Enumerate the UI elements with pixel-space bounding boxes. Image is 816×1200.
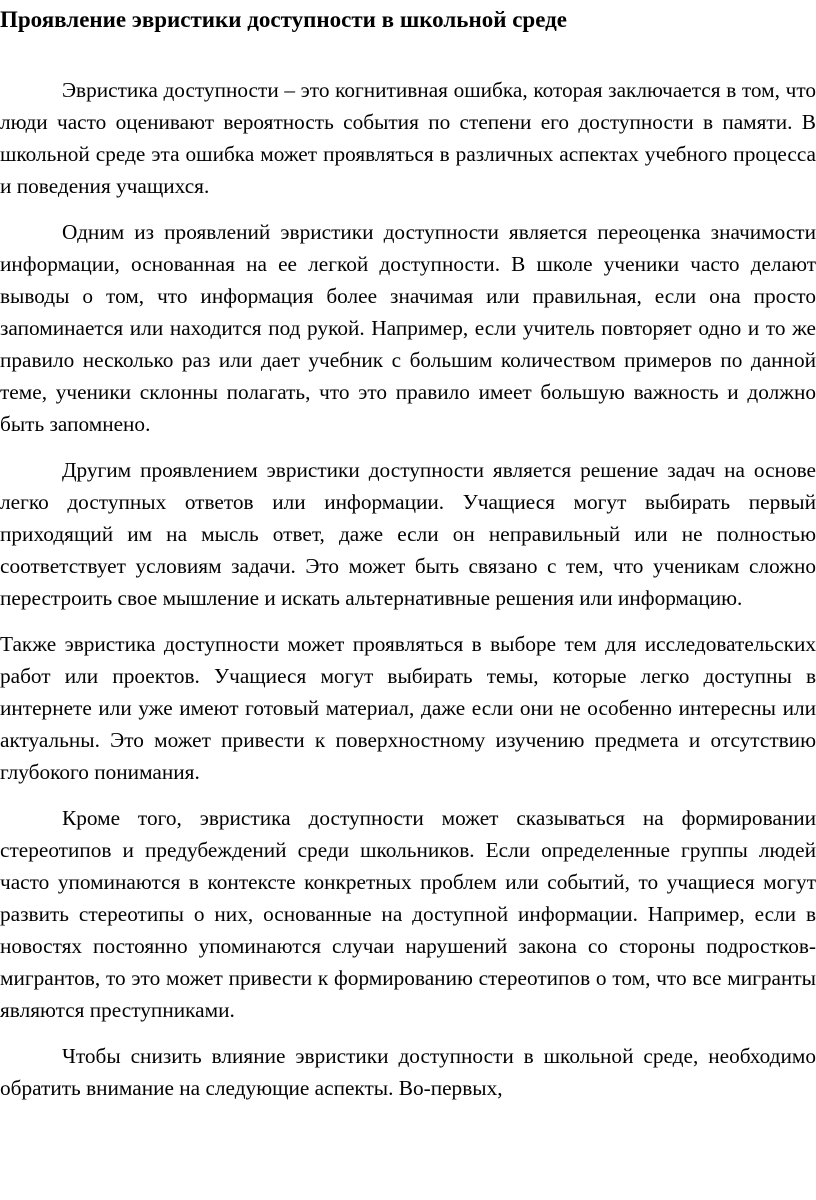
paragraph-definition: Эвристика доступности – это когнитивная ошибка, которая заключается в том, что люди часто оценивают вероятность события по степени его доступности в памяти. В школьной среде эта ошибка может проявляться в различных аспектах учебного процесса и поведения учащихся. [0,78,816,198]
document-title: Проявление эвристики доступности в школьной среде [0,7,567,32]
paragraph-topic-choice: Также эвристика доступности может проявляться в выборе тем для исследовательских работ или проектов. Учащиеся могут выбирать темы, которые легко доступны в интернете или уже имеют готовый материал, даже если они не особенно интересны или актуальны. Это может привести к поверхностному изучению предмета и отсутствию глубокого понимания. [0,632,816,784]
paragraph-overestimation: Одним из проявлений эвристики доступности является переоценка значимости информации, основанная на ее легкой доступности. В школе ученики часто делают выводы о том, что информация более значимая или правильная, если она просто запоминается или находится под рукой. Например, если учитель повторяет одно и то же правило несколько раз или дает учебник с большим количеством примеров по данной теме, ученики склонны полагать, что это правило имеет большую важность и должно быть запомнено. [0,220,816,436]
paragraph-problem-solving: Другим проявлением эвристики доступности является решение задач на основе легко доступных ответов или информации. Учащиеся могут выбирать первый приходящий им на мысль ответ, даже если он неправильный или не полностью соответствует условиям задачи. Это может быть связано с тем, что ученикам сложно перестроить свое мышление и искать альтернативные решения или информацию. [0,458,816,610]
paragraph-stereotypes: Кроме того, эвристика доступности может сказываться на формировании стереотипов и предубеждений среди школьников. Если определенные группы людей часто упоминаются в контексте конкретных проблем или событий, то учащиеся могут развить стереотипы о них, основанные на доступной информации. Например, если в новостях постоянно упоминаются случаи нарушений закона со стороны подростков-мигрантов, то это может привести к формированию стереотипов о том, что все мигранты являются преступниками. [0,806,816,1022]
paragraph-mitigation: Чтобы снизить влияние эвристики доступности в школьной среде, необходимо обратить внимание на следующие аспекты. Во-первых, [0,1044,816,1100]
